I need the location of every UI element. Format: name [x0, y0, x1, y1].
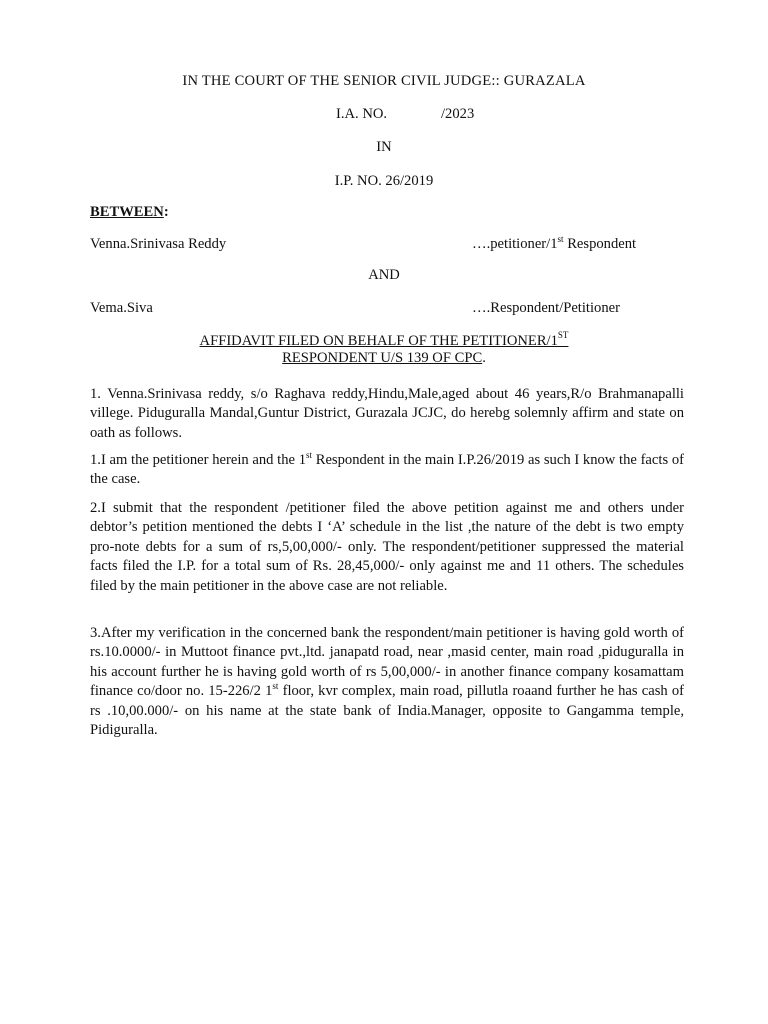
affidavit-title — [0, 330, 768, 367]
title-line2 — [0, 350, 768, 367]
title-line2-end: . — [482, 350, 486, 366]
title-line1-sup: ST — [557, 330, 569, 340]
party2-name: Vema.Siva — [90, 300, 153, 316]
paragraph-3-sup: st — [272, 681, 279, 692]
party2-role: ….Respondent/Petitioner — [472, 300, 620, 316]
between-label: BETWEEN — [90, 204, 164, 220]
party1-name: Venna.Srinivasa Reddy — [90, 236, 227, 252]
intro-paragraph: 1. Venna.Srinivasa reddy, s/o Raghava reddy,Hindu,Male,aged about 46 years,R/o Brahmanapalli villege. Piduguralla Mandal,Guntur District, Gurazala JCJC, do herebg solemnly affirm and state on oath as follows. — [90, 386, 684, 441]
paragraph-1 — [90, 451, 684, 490]
paragraph-3-text: 3.After my verification in the concerned bank the respondent/main petitioner is having gold worth of rs.10.0000/- in Muttoot finance pvt.,ltd. janapatd road, near ,masid center, main road ,piduguralla in his account further he is having gold worth of rs 5,00,000/- in another finance company kosamattam finance co/door no. 15-226/2 1 — [90, 625, 684, 700]
party1-role — [472, 236, 636, 253]
party1-role-sup: st — [557, 234, 564, 244]
party1-role-rest: Respondent — [563, 236, 637, 252]
between-heading — [90, 204, 169, 221]
party1-role-text: ….petitioner/1 — [472, 236, 558, 252]
court-heading: IN THE COURT OF THE SENIOR CIVIL JUDGE:: GURAZALA — [182, 73, 586, 89]
paragraph-1-rest: Respondent in the main I.P.26/2019 as such I know the facts of the case. — [90, 452, 684, 488]
title-line1-text: AFFIDAVIT FILED ON BEHALF OF THE PETITIONER/1 — [199, 333, 558, 349]
paragraph-1-text: 1.I am the petitioner herein and the 1 — [90, 452, 306, 468]
in-word: IN — [376, 139, 392, 155]
paragraph-1-sup: st — [306, 450, 313, 460]
between-colon: : — [163, 204, 169, 220]
ia-number-year: /2023 — [441, 106, 475, 122]
ip-number: I.P. NO. 26/2019 — [334, 173, 434, 189]
paragraph-3 — [90, 624, 684, 740]
paragraph-2: 2.I submit that the respondent /petitioner filed the above petition against me and others under debtor’s petition mentioned the debts I ‘A’ schedule in the list ,the nature of the debt is two empty pro-note debts for a sum of rs,5,00,000/- only. The respondent/petitioner suppressed the material facts filed the I.P. for a total sum of Rs. 28,45,000/- only against me and 11 others. The schedules filed by the main petitioner in the above case are not reliable. — [90, 500, 684, 594]
title-line2-text: RESPONDENT U/S 139 OF CPC — [282, 350, 483, 366]
ia-number-label: I.A. NO. — [336, 106, 388, 122]
and-word: AND — [368, 267, 400, 283]
paragraph-3-rest: floor, kvr complex, main road, pillutla roaand further he has cash of rs .10,00.000/- on his name at the state bank of India.Manager, opposite to Gangamma temple, Pidiguralla. — [90, 683, 684, 739]
title-line1 — [0, 330, 768, 350]
